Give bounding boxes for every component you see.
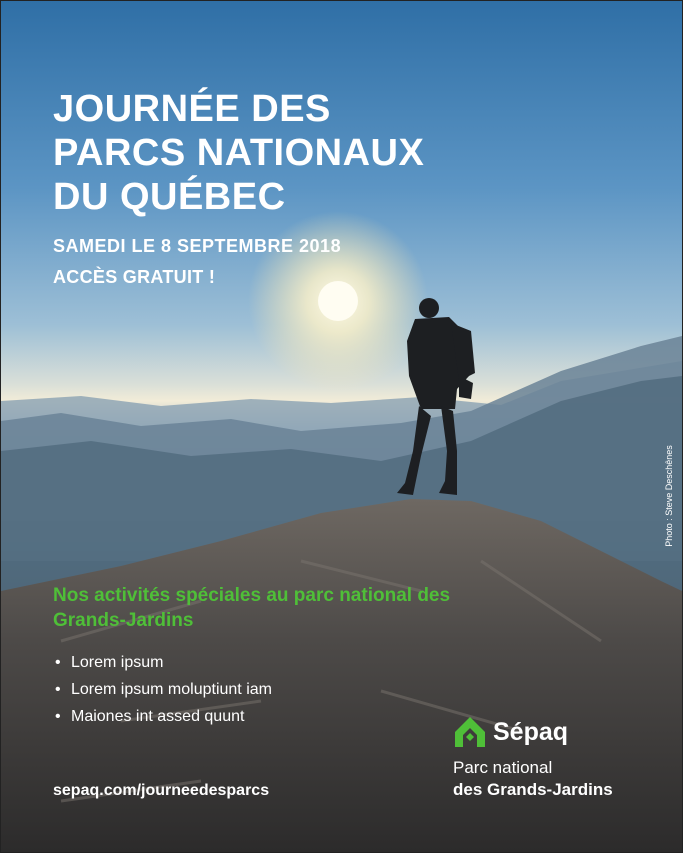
list-item xyxy=(55,676,272,703)
title-line-1: JOURNÉE DES xyxy=(53,88,331,130)
event-date: SAMEDI LE 8 SEPTEMBRE 2018 xyxy=(53,236,342,256)
free-access-label: ACCÈS GRATUIT ! xyxy=(53,267,216,287)
title-line-3: DU QUÉBEC xyxy=(53,176,286,218)
sepaq-mountain-icon xyxy=(453,715,487,749)
list-item xyxy=(55,649,272,676)
park-name-line-1: Parc national xyxy=(453,758,553,777)
brand-name: Sépaq xyxy=(493,717,569,746)
activity-label: Lorem ipsum moluptiunt iam xyxy=(71,681,272,698)
activity-label: Maiones int assed quunt xyxy=(71,708,245,725)
page-title xyxy=(53,87,473,219)
activities-heading: Nos activités spéciales au parc national des Grands-Jardins xyxy=(53,585,451,631)
sepaq-logo xyxy=(453,715,613,800)
list-item xyxy=(55,703,272,730)
bullet: • xyxy=(55,681,61,698)
activities-list xyxy=(55,649,272,730)
photo-credit: Photo : Steve Deschênes xyxy=(664,445,674,547)
park-name-line-2: des Grands-Jardins xyxy=(453,780,613,799)
bullet: • xyxy=(55,654,61,671)
activity-label: Lorem ipsum xyxy=(71,654,164,671)
bullet: • xyxy=(55,708,61,725)
website-link[interactable]: sepaq.com/journeedesparcs xyxy=(53,782,270,799)
title-line-2: PARCS NATIONAUX xyxy=(53,132,425,174)
